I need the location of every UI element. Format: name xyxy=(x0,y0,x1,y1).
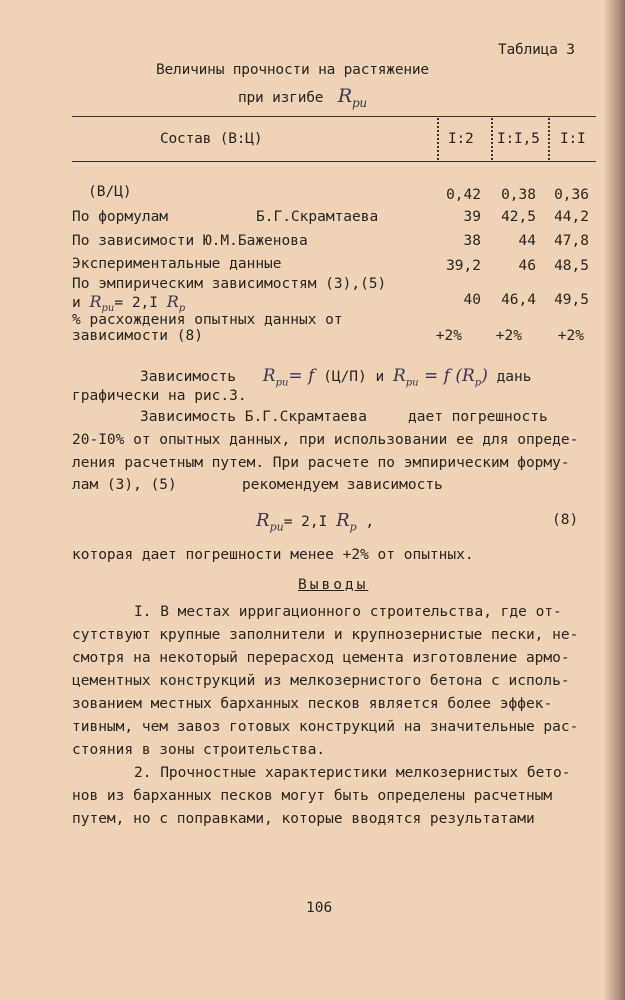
body-text: Зависимость $R_{pu}= f$ (Ц/П) и $R_{pu} = f$ $(R_p)$ дань xyxy=(140,366,532,389)
column-divider xyxy=(437,118,439,160)
cell: 38 xyxy=(463,233,481,249)
cell: 46 xyxy=(518,258,536,274)
conclusion-line: I. В местах ирригационного строительства, где от- xyxy=(134,604,562,620)
row-label-line2: зависимости (8) xyxy=(72,328,203,344)
conclusion-line: 2. Прочностные характеристики мелкозернистых бето- xyxy=(134,765,571,781)
handwritten-symbol: $R_p$ xyxy=(166,292,186,315)
row-label: По эмпирическим зависимостям (3),(5) xyxy=(72,276,387,292)
header-composition: Состав (В:Ц) xyxy=(160,131,263,147)
row-label: (В/Ц) xyxy=(88,184,132,200)
section-heading: Выводы xyxy=(298,577,369,593)
cell: +2% xyxy=(495,328,522,344)
handwritten-symbol: $R_{pu}= f$ xyxy=(262,366,315,389)
cell: +2% xyxy=(557,328,584,344)
body-text: дает погрешность xyxy=(408,409,548,425)
cell: 49,5 xyxy=(554,292,589,308)
conclusion-line: зованием местных барханных песков является более эффек- xyxy=(72,696,553,712)
conclusion-line: сутствуют крупные заполнители и крупнозернистые пески, не- xyxy=(72,627,579,643)
header-col-3: I:I xyxy=(560,131,586,147)
cell: 44,2 xyxy=(554,209,589,225)
header-col-2: I:I,5 xyxy=(497,131,540,147)
body-text: которая дает погрешности менее +2% от опытных. xyxy=(72,547,474,563)
row-label: % расхождения опытных данных от xyxy=(72,312,343,328)
cell: 0,36 xyxy=(554,187,589,203)
table-title-line1: Величины прочности на растяжение xyxy=(156,62,429,78)
body-text: лам (3), (5) xyxy=(72,477,177,493)
page-edge-shadow xyxy=(603,0,625,1000)
row-label: По формулам xyxy=(72,209,169,225)
conclusion-line: тивным, чем завоз готовых конструкций на значительные рас- xyxy=(72,719,579,735)
body-text: ления расчетным путем. При расчете по эмпирическим форму- xyxy=(72,455,570,471)
cell: +2% xyxy=(435,328,462,344)
conclusion-line: нов из барханных песков могут быть определены расчетным xyxy=(72,788,553,804)
cell: 40 xyxy=(463,292,481,308)
row-label-author: Б.Г.Скрамтаева xyxy=(256,209,379,225)
cell: 46,4 xyxy=(501,292,536,308)
cell: 0,42 xyxy=(446,187,481,203)
handwritten-symbol: $R_{pu}$ xyxy=(337,85,367,110)
row-label: Экспериментальные данные xyxy=(72,256,282,272)
body-text: графически на рис.3. xyxy=(72,388,247,404)
cell: 44 xyxy=(518,233,536,249)
conclusion-line: путем, но с поправками, которые вводятся результатами xyxy=(72,811,535,827)
column-divider xyxy=(548,118,550,160)
table-top-rule xyxy=(72,116,596,117)
cell: 0,38 xyxy=(501,187,536,203)
handwritten-symbol: $R_{pu}$ xyxy=(89,292,115,315)
cell: 42,5 xyxy=(501,209,536,225)
body-text: рекомендуем зависимость xyxy=(242,477,443,493)
column-divider xyxy=(491,118,493,160)
header-col-1: I:2 xyxy=(448,131,474,147)
formula: $R_{pu}= 2,I$ $R_p$ , xyxy=(256,510,375,534)
conclusion-line: цементных конструкций из мелкозернистого бетона с исполь- xyxy=(72,673,570,689)
table-header-rule xyxy=(72,161,596,162)
table-title-line2: при изгибе $R_{pu}$ xyxy=(238,85,367,110)
conclusion-line: стояния в зоны строительства. xyxy=(72,742,326,758)
cell: 39,2 xyxy=(446,258,481,274)
page-number: 106 xyxy=(306,900,333,916)
cell: 39 xyxy=(463,209,481,225)
handwritten-symbol: $R_{pu} = f$ $(R_p)$ xyxy=(392,366,488,389)
row-label: По зависимости Ю.М.Баженова xyxy=(72,233,308,249)
body-text: Зависимость Б.Г.Скрамтаева xyxy=(140,409,367,425)
cell: 48,5 xyxy=(554,258,589,274)
handwritten-symbol: $R_{pu}$ xyxy=(256,510,284,534)
conclusion-line: смотря на некоторый перерасход цемента изготовление армо- xyxy=(72,650,570,666)
cell: 47,8 xyxy=(554,233,589,249)
handwritten-symbol: $R_p$ xyxy=(336,510,357,534)
row-label-line2: и $R_{pu}= 2,I$ $R_p$ xyxy=(72,292,186,315)
body-text: 20-I0% от опытных данных, при использовании ее для опреде- xyxy=(72,432,579,448)
formula-number: (8) xyxy=(552,512,579,528)
table-label: Таблица 3 xyxy=(498,42,575,58)
